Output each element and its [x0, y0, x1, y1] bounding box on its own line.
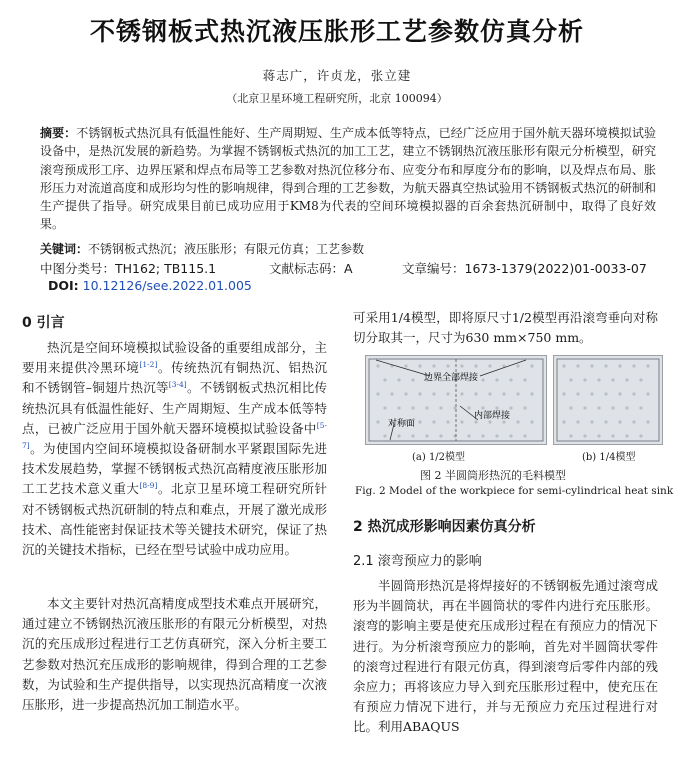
intro-text: 。北京卫星环境工程研究所针对不锈钢板式热沉研制的特点和难点，开展了激光成形技术、高性能密封保证技术等关键技术研究，保证了热沉的关键技术指标，已经在型号试验中成功应用。: [22, 481, 327, 558]
document-code: 文献标志码：A: [269, 261, 353, 276]
keywords-text: 不锈钢板式热沉；液压胀形；有限元仿真；工艺参数: [88, 242, 365, 256]
quarter-model-panel: [553, 355, 663, 445]
figure-2-caption-cn: 图 2 半圆筒形热沉的毛料模型: [420, 469, 566, 482]
half-model-panel: [365, 355, 547, 445]
intro-text: 。为使国内空间环境模拟设备研制水平紧跟国际先进技术发展趋势，掌握不锈钢板式热沉高精度液压胀形加工工艺技术意义重大: [22, 441, 327, 497]
section-2-1-paragraph: 半圆筒形热沉是将焊接好的不锈钢板先通过滚弯成形为半圆筒状，再在半圆筒状的零件内进行充压胀形。滚弯的影响主要是使充压成形过程在有预应力的情况下进行。为分析滚弯预应力的影响，首先对半圆筒状零件的滚弯过程进行有限元仿真，得到滚弯后零件内部的残余应力；再将该应力导入到充压胀形过程中，使充压在有预应力情况下进行，并与无预应力充压过程进行对比。利用ABAQUS: [353, 578, 658, 735]
figure-2b-caption: (b) 1/4模型: [582, 452, 636, 463]
figure-2-caption-en: Fig. 2 Model of the workpiece for semi-cylindrical heat sink: [355, 485, 674, 497]
paper-title: 不锈钢板式热沉液压胀形工艺参数仿真分析: [89, 17, 584, 46]
citation-ref[interactable]: [5-7]: [22, 420, 327, 450]
figure-2a-caption: (a) 1/2模型: [412, 452, 466, 463]
abstract: [40, 124, 656, 234]
intro-text: 热沉是空间环境模拟试验设备的重要组成部分，主要用来提供冷黑环境: [22, 340, 327, 376]
section-2-1-heading: 2.1 滚弯预应力的影响: [353, 554, 482, 569]
citation-ref[interactable]: [1-2]: [139, 360, 158, 370]
abstract-label: 摘要：: [40, 126, 77, 140]
intro-paragraph-1: [22, 338, 327, 560]
section-0-heading: 0 引言: [22, 315, 65, 331]
intro-paragraph-2: 本文主要针对热沉高精度成型技术难点开展研究，通过建立不锈钢热沉液压胀形的有限元分析模型，对热沉的充压成形过程进行工艺仿真研究，深入分析主要工艺参数对热沉充压成形的影响规律，得到合理的工艺参数，为试验和生产提供指导，以实现热沉高精度一次液压胀形，进一步提高热沉加工制造水平。: [22, 596, 327, 713]
doi-label: DOI:: [48, 278, 79, 293]
citation-ref[interactable]: [8-9]: [139, 481, 158, 491]
clc-number: 中图分类号：TH162; TB115.1: [40, 261, 217, 276]
intro-text: 。不锈钢板式热沉相比传统热沉具有低温性能好、生产周期短、生产成本低等特点，已被广泛应用于国外航天器环境模拟试验设备中: [22, 380, 327, 436]
citation-ref[interactable]: [3-4]: [168, 380, 187, 390]
doi: [48, 278, 252, 293]
article-number: 文章编号：1673-1379(2022)01-0033-07: [402, 261, 647, 276]
inner-weld-label: 内部焊接: [474, 411, 511, 421]
figure-2: [365, 355, 661, 454]
edge-weld-label: 边界全部焊接: [424, 373, 479, 383]
section-2-heading: 2 热沉成形影响因素仿真分析: [353, 519, 536, 535]
intro-text: 。传统热沉有铜热沉、铝热沉和不锈钢管–铜翅片热沉等: [22, 360, 327, 396]
affiliation: （北京卫星环境工程研究所，北京 100094）: [226, 92, 448, 105]
model-description: 可采用1/4模型，即将原尺寸1/2模型再沿滚弯垂向对称切分取其一，尺寸为630 mm×750 mm。: [353, 310, 658, 346]
keywords: [40, 240, 656, 257]
quarter-model-weld-grid: [554, 356, 662, 444]
symmetry-plane-label: 对称面: [388, 419, 416, 429]
doi-link[interactable]: 10.12126/see.2022.01.005: [82, 278, 252, 293]
keywords-label: 关键词：: [40, 242, 89, 256]
authors: 蒋志广，许贞龙，张立建: [262, 68, 412, 83]
abstract-text: 不锈钢板式热沉具有低温性能好、生产周期短、生产成本低等特点，已经广泛应用于国外航天器环境模拟试验设备中，是热沉发展的新趋势。为掌握不锈钢板式热沉的加工工艺，建立不锈钢热沉液压胀形有限元分析模型，研究滚弯预成形工序、边界压紧和焊点布局等工艺参数对热沉位移分布、应变分布和厚度分布的影响，以及焊点布局、胀形压力对流道高度和成形均匀性的影响规律，得到合理的工艺参数，为航天器真空热试验用不锈钢板式热沉的研制和生产提供了指导。研究成果目前已成功应用于KM8为代表的空间环境模拟器的百余套热沉研制中，取得了良好效果。: [40, 126, 656, 232]
